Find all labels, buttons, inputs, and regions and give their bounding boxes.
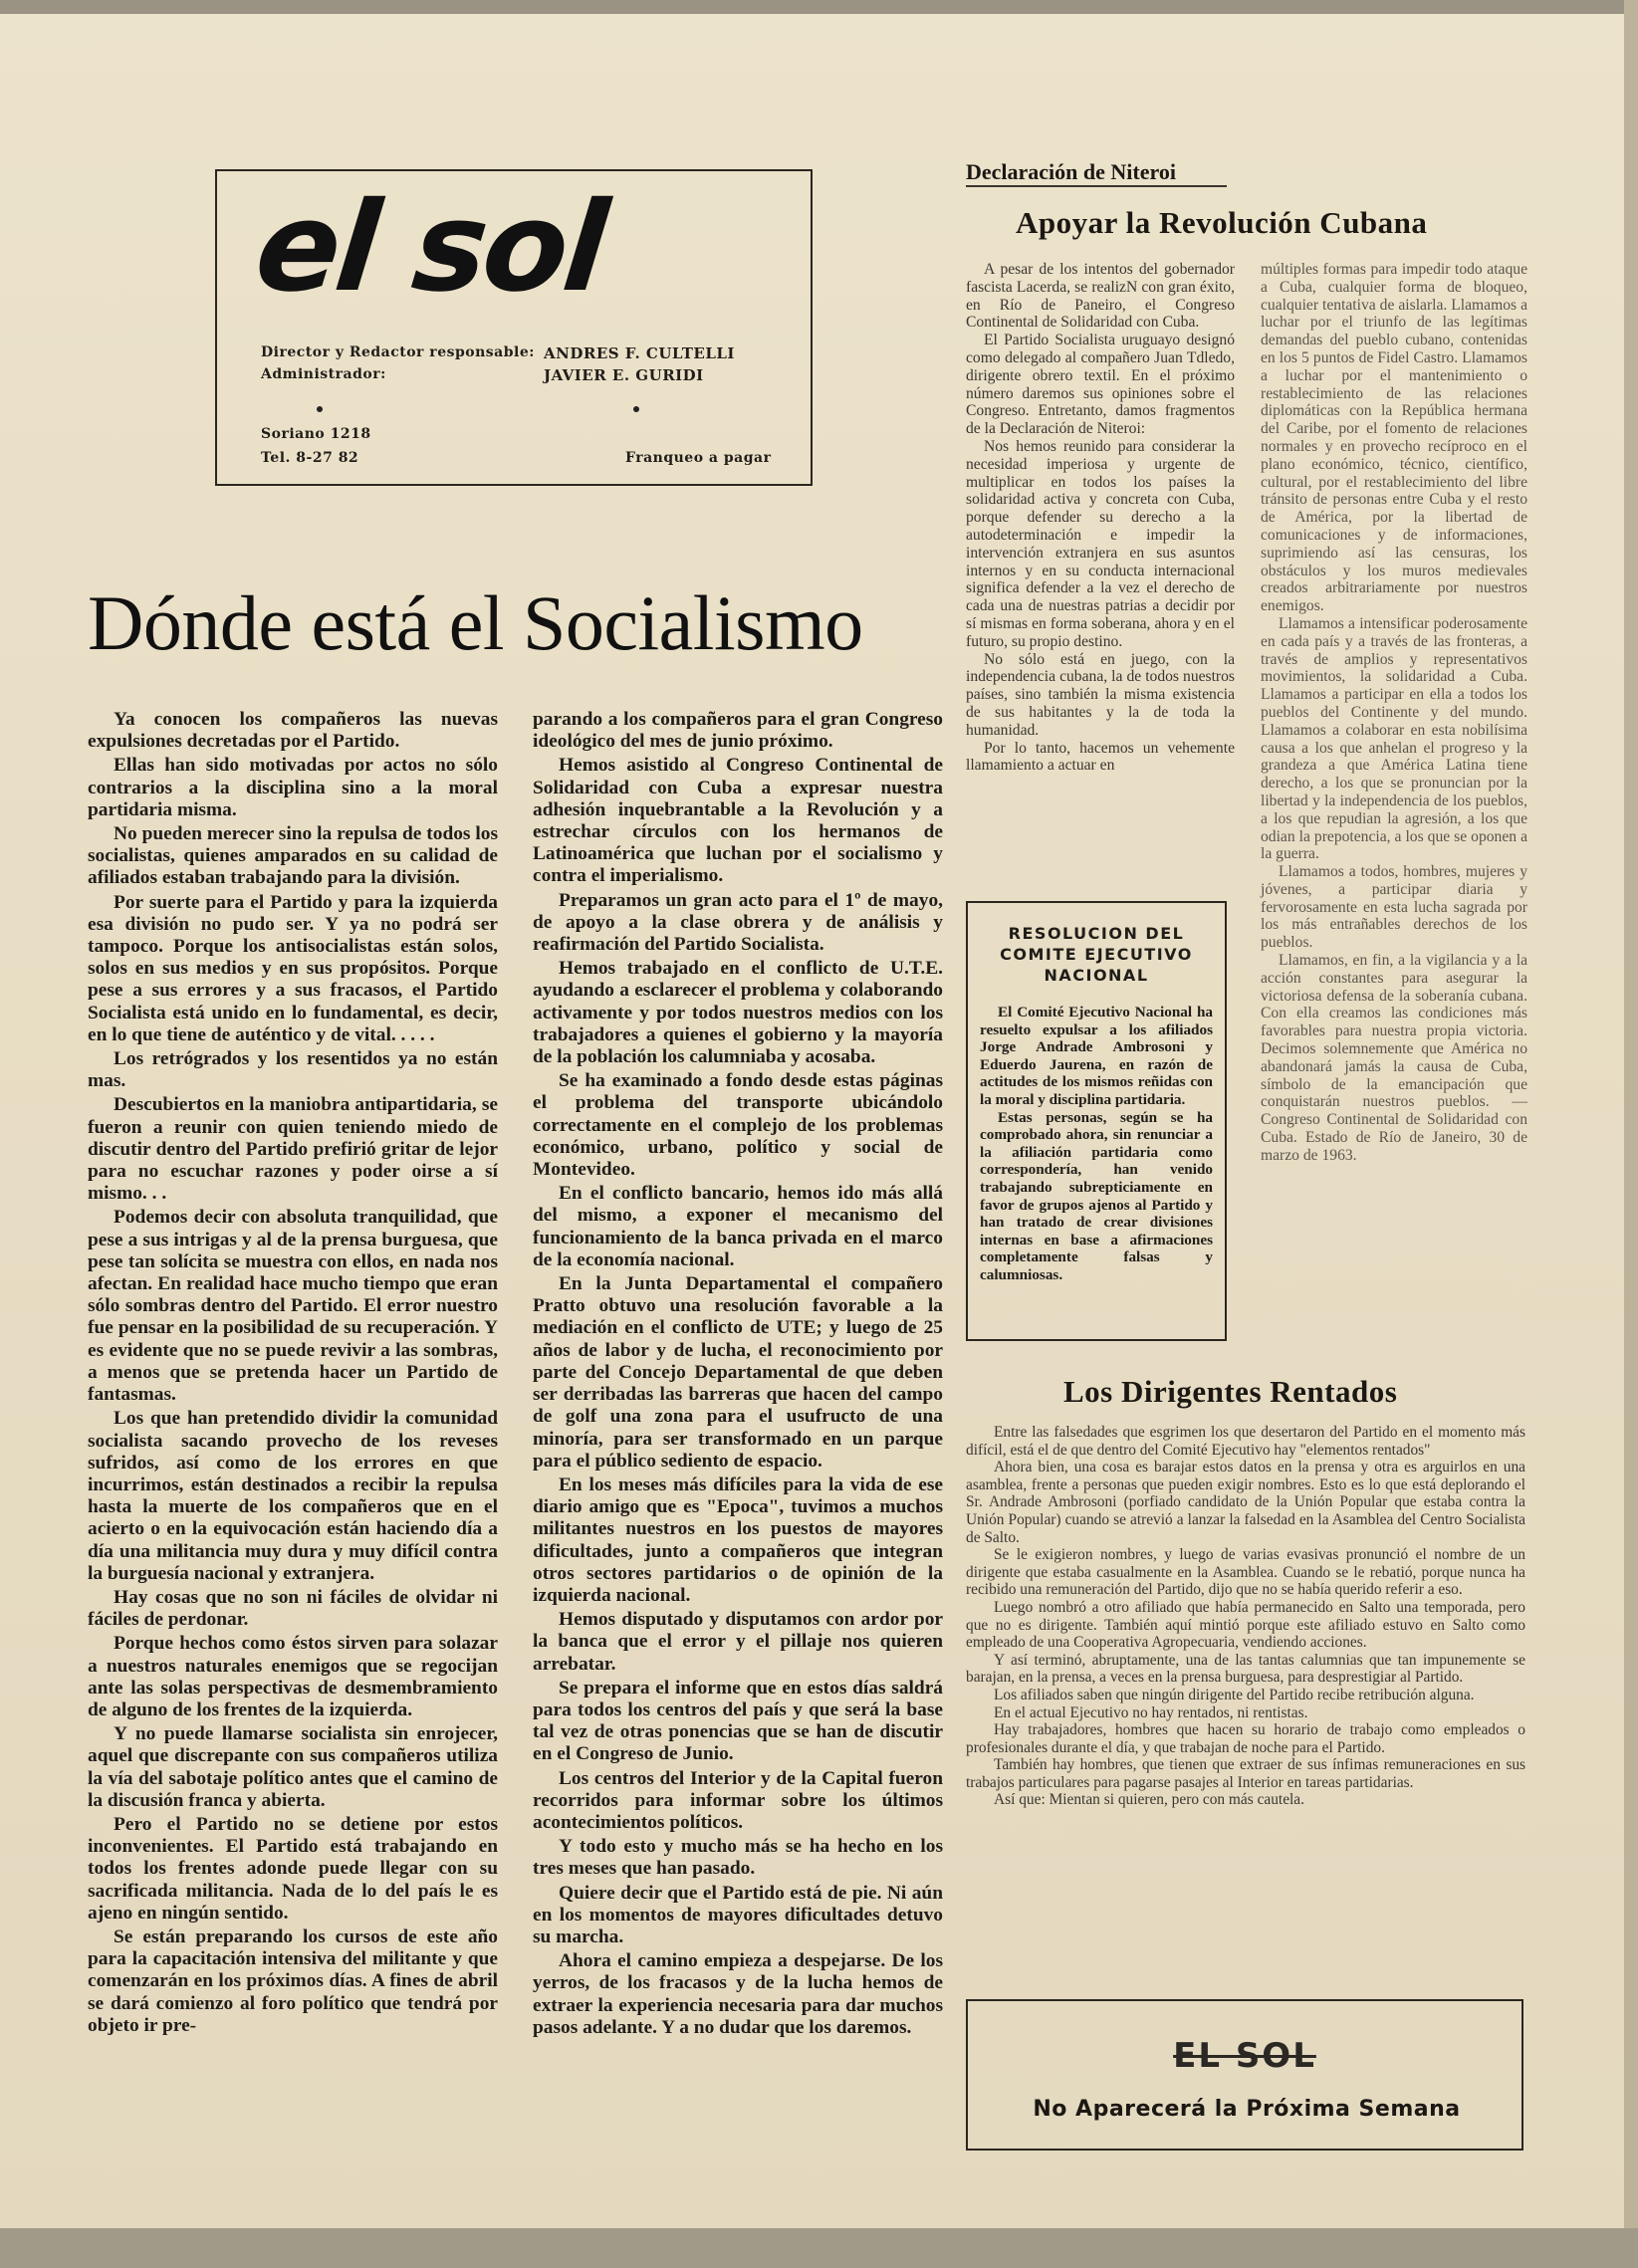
page-edge-bottom <box>0 2228 1638 2268</box>
paragraph: parando a los compañeros para el gran Congreso ideológico del mes de junio próximo. <box>533 709 943 753</box>
page-edge-right <box>1624 0 1638 2268</box>
paragraph: Se le exigieron nombres, y luego de varias evasivas pronunció el nombre de un dirigente que estaba casualmente en la Asamblea. Cuando se le rebatió, porque nunca ha recibido una remuneración del Partido, dijo que no se había querido referir a eso. <box>966 1546 1525 1599</box>
masthead-box <box>215 169 813 486</box>
paragraph: Hay cosas que no son ni fáciles de olvidar ni fáciles de perdonar. <box>88 1586 498 1631</box>
paragraph: Hemos disputado y disputamos con ardor por la banca que el error y el pillaje nos quieren arrebatar. <box>533 1609 943 1675</box>
paragraph: Pero el Partido no se detiene por estos inconvenientes. El Partido está trabajando en todos los frentes adonde puede llegar con su sacrificada militancia. Nada de lo del país le es ajeno en ningún sentido. <box>88 1813 498 1924</box>
paragraph: No pueden merecer sino la repulsa de todos los socialistas, quienes amparados en su calidad de afiliados estaban trabajando para la división. <box>88 823 498 889</box>
paragraph: Y no puede llamarse socialista sin enrojecer, aquel que discrepante con sus compañeros utiliza la vía del sabotaje político antes que el camino de la discusión franca y abierta. <box>88 1723 498 1811</box>
paragraph: Ellas han sido motivadas por actos no sólo contrarios a la disciplina sino a la moral partidaria misma. <box>88 755 498 820</box>
paragraph: Hemos trabajado en el conflicto de U.T.E. ayudando a esclarecer el problema y colaborando activamente y por todos nuestros medios con los trabajadores a quienes el gobierno y la mayoría de la población los calumniaba y acosaba. <box>533 958 943 1068</box>
paragraph: En la Junta Departamental el compañero Pratto obtuvo una resolución favorable a la mediación en el conflicto de UTE; y luego de 25 años de labor y de lucha, el reconocimiento por parte del Concejo Departamental de que deben ser derribadas las barreras que hacen del campo de golf una zona para el usufructo de una minoría, para ser transformado en un parque para el público sediento de espacio. <box>533 1273 943 1472</box>
notice-text: No Aparecerá la Próxima Semana <box>1033 2097 1461 2122</box>
section-kicker: Declaración de Niteroi <box>966 159 1176 184</box>
admin-name: JAVIER E. GURIDI <box>544 366 704 384</box>
paragraph: En los meses más difíciles para la vida de ese diario amigo que es "Epoca", tuvimos a muchos militantes nuestros en los puestos de mayores dificultades, junto a compañeros que integran otros sectores partidarios o de opinión de la izquierda nacional. <box>533 1474 943 1606</box>
notice-logo: EL SOL <box>1173 2036 1316 2076</box>
dirigentes-body <box>966 1424 1525 1809</box>
paragraph: Se ha examinado a fondo desde estas páginas el problema del transporte ubicándolo correctamente en el complejo de los problemas económico, urbano, político y social de Montevideo. <box>533 1070 943 1181</box>
kicker-underline <box>966 185 1227 187</box>
paragraph: Se están preparando los cursos de este año para la capacitación intensiva del militante y que comenzarán en los próximos días. A fines de abril se dará comienzo al foro político que tendrá por objeto ir pre- <box>88 1926 498 2036</box>
paragraph: Hay trabajadores, hombres que hacen su horario de trabajo como empleados o profesionales durante el día, y que trabajan de noche para el Partido. <box>966 1721 1525 1756</box>
section-title-niteroi: Apoyar la Revolución Cubana <box>1016 205 1428 240</box>
paragraph: Llamamos a intensificar poderosamente en cada país y a través de las fronteras, a través de amplios y representativos movimientos, la solidaridad a Cuba. Llamamos a participar en ella a todos los pueblos del Continente y del mundo. Llamamos a colaborar en esta nobilísima causa a los que anhelan el progreso y la grandeza a que América Latina tiene derecho, a los que se pronuncian por la libertad y la independencia de los pueblos, a los que repudian la agresión, a los que odian la prepotencia, a los que se oponen a la guerra. <box>1261 614 1527 863</box>
notice-box <box>966 1999 1523 2151</box>
section-title-dirigentes: Los Dirigentes Rentados <box>1063 1374 1398 1409</box>
paragraph: Así que: Mientan si quieren, pero con más cautela. <box>994 1791 1304 1809</box>
paragraph: Los retrógrados y los resentidos ya no están mas. <box>88 1048 498 1092</box>
paragraph: Por suerte para el Partido y para la izquierda esa división no pudo ser. Y ya no podrá ser tampoco. Porque los antisocialistas están solos, solos en sus medios y en sus propósitos. Porque pese a sus errores y a sus fracasos, el Partido Socialista está unido en lo fundamental, es decir, en lo que tiene de auténtico y de vital. . . . . <box>88 891 498 1045</box>
postage-note: Franqueo a pagar <box>625 450 772 466</box>
paragraph: Podemos decir con absoluta tranquilidad, que pese a sus intrigas y al de la prensa burguesa, que pese tan solícita se muestra con ellos, en nada nos afectan. En realidad hace mucho tiempo que eran sólo sombras dentro del Partido. El error nuestro fue pensar en la posibilidad de su recuperación. Y es evidente que no se puede revivir a las sombras, a menos que se pretenda hacer un Partido de fantasmas. <box>88 1207 498 1406</box>
director-name: ANDRES F. CULTELLI <box>544 344 735 362</box>
paragraph: Y todo esto y mucho más se ha hecho en los tres meses que han pasado. <box>533 1836 943 1880</box>
paragraph: Ahora bien, una cosa es barajar estos datos en la prensa y otra es arguirlos en una asamblea, frente a personas que pueden exigir nombres. Esto es lo que está deplorando el Sr. Andrade Ambrosoni (porfiado candidato de la Unión Popular que estaba contra la Unión Popular) cuando se atrevió a lanzar la falsedad en la Asamblea del Centro Socialista de Salto. <box>966 1459 1525 1546</box>
paragraph: Luego nombró a otro afiliado que había permanecido en Salto una temporada, pero que no es dirigente. También aquí mintió porque este afiliado estuvo en Salto como empleado de una Cooperativa Agropecuaria, vendiendo acciones. <box>966 1598 1525 1652</box>
director-label: Director y Redactor responsable: <box>261 344 535 360</box>
paragraph: Descubiertos en la maniobra antipartidaria, se fueron a reunir con quien teniendo miedo de discutir dentro del Partido prefirió gritar de lejor para no escuchar razones y poder oirse a sí mismo. . . <box>88 1094 498 1205</box>
paragraph: Y así terminó, abruptamente, una de las tantas calumnias que tan impunemente se barajan, en la prensa, a veces en la prensa burguesa, para desprestigiar al Partido. <box>966 1651 1525 1687</box>
paragraph: múltiples formas para impedir todo ataque a Cuba, cualquier forma de bloqueo, cualquier tentativa de aislarla. Llamamos a luchar por el triunfo de las legítimas demandas del pueblo cubano, contenidas en los 5 puntos de Fidel Castro. Llamamos a luchar por el mantenimiento o restablecimiento de las relaciones diplomáticas con la República hermana del Caribe, por el fomento de relaciones normales y en provecho recíproco en el plano económico, técnico, científico, cultural, por el restablecimiento del libre tránsito de personas entre Cuba y el resto de América, por la libertad de comunicaciones y de informaciones, suprimiendo así las censuras, los obstáculos y los muros medievales creados arbitrariamente por nuestros enemigos. <box>1261 261 1527 615</box>
paragraph: El Partido Socialista uruguayo designó como delegado al compañero Juan Tdledo, dirigente obrero textil. En el próximo número daremos sus opiniones sobre el Congreso. Entretanto, damos fragmentos de la Declaración de Niteroi: <box>966 332 1235 438</box>
paragraph: Quiere decir que el Partido está de pie. Ni aún en los momentos de mayores dificultades detuvo su marcha. <box>533 1882 943 1947</box>
bullet-dot <box>317 406 323 412</box>
paragraph: Los centros del Interior y de la Capital fueron recorridos para informar sobre los últimos acontecimientos políticos. <box>533 1767 943 1833</box>
paragraph: Nos hemos reunido para considerar la necesidad imperiosa y urgente de multiplicar en todos los países la solidaridad activa y concreta con Cuba, porque defender su derecho a la autodeterminación e impedir la intervención extranjera en sus asuntos internos y en su conducta internacional significa defender a la vez el derecho de cada una de nuestras patrias a decidir por sí mismas en forma soberana, ahora y en el futuro, su propio destino. <box>966 437 1235 650</box>
paragraph: El Comité Ejecutivo Nacional ha resuelto expulsar a los afiliados Jorge Andrade Ambrosoni y Eduerdo Jaurena, en razón de actitudes de los mismos reñidas con la moral y disciplina partidaria. <box>980 1004 1213 1108</box>
paragraph: En el conflicto bancario, hemos ido más allá del mismo, a exponer el mecanismo del funcionamiento de la banca privada en el marco de la economía nacional. <box>533 1183 943 1270</box>
niteroi-col2 <box>1261 261 1527 1165</box>
paragraph: También hay hombres, que tienen que extraer de sus ínfimas remuneraciones en sus trabajos particulares para pagarse pasajes al Interior en tareas partidarias. <box>966 1756 1525 1791</box>
paragraph: En el actual Ejecutivo no hay rentados, ni rentistas. <box>994 1703 1308 1721</box>
main-headline: Dónde está el Socialismo <box>88 579 863 666</box>
paragraph: Por lo tanto, hacemos un vehemente llamamiento a actuar en <box>966 739 1235 775</box>
paragraph: Llamamos a todos, hombres, mujeres y jóvenes, a participar diaria y fervorosamente en esta lucha sagrada por los más entrañables derechos de los pueblos. <box>1261 863 1527 952</box>
paragraph: Los que han pretendido dividir la comunidad socialista sacando provecho de los reveses sufridos, así como de los errores en que incurrimos, están destinados a recibir la repulsa hasta la muerte de los compañeros que en el acierto o en la equivocación están haciendo día a día una militancia muy dura y muy difícil contra la burguesía nacional y extranjera. <box>88 1408 498 1584</box>
paragraph: Estas personas, según se ha comprobado ahora, sin renunciar a la afiliación partidaria como correspondería, han venido trabajando subrepticiamente en favor de grupos ajenos al Partido y han tratado de crear divisiones internas en base a afirmaciones completamente falsas y calumniosas. <box>980 1108 1213 1283</box>
paragraph: A pesar de los intentos del gobernador fascista Lacerda, se realizN con gran éxito, en Río de Paneiro, el Congreso Continental de Solidaridad con Cuba. <box>966 261 1235 332</box>
paragraph: Se prepara el informe que en estos días saldrá para todos los centros del país y que será la base tal vez de otras ponencias que se han de discutir en el Congreso de Junio. <box>533 1677 943 1765</box>
paragraph: Llamamos, en fin, a la vigilancia y a la acción constantes para asegurar la victoriosa defensa de la soberanía cubana. Con ella creamos las condiciones más favorables para nuestra propia victoria. Decimos solemnemente que América no abandonará jamás la causa de Cuba, símbolo de la emancipación que conquistarán nuestros pueblos. — Congreso Continental de Solidaridad con Cuba. Estado de Río de Janeiro, 30 de marzo de 1963. <box>1261 952 1527 1164</box>
paragraph: Ahora el camino empieza a despejarse. De los yerros, de los fracasos y de la lucha hemos de extraer la experiencia necesaria para dar muchos pasos adelante. Y a no dudar que los daremos. <box>533 1950 943 2038</box>
paragraph: No sólo está en juego, con la independencia cubana, la de todos nuestros países, sino también la misma existencia de sus habitantes y la de toda la humanidad. <box>966 650 1235 739</box>
paragraph: Ya conocen los compañeros las nuevas expulsiones decretadas por el Partido. <box>88 709 498 753</box>
admin-label: Administrador: <box>261 366 386 382</box>
paragraph: Entre las falsedades que esgrimen los que desertaron del Partido en el momento más difícil, está el de que dentro del Comité Ejecutivo hay "elementos rentados" <box>966 1424 1525 1459</box>
paragraph: Porque hechos como éstos sirven para solazar a nuestros naturales enemigos que se regocijan ante las solas perspectivas de desmembramiento de alguno de los frentes de la izquierda. <box>88 1633 498 1720</box>
page-edge-top <box>0 0 1638 14</box>
niteroi-col1 <box>966 261 1235 775</box>
resolution-title: RESOLUCION DEL COMITE EJECUTIVO NACIONAL <box>1000 924 1193 985</box>
address: Soriano 1218 <box>261 426 371 442</box>
masthead-logo: el sol <box>249 176 610 320</box>
paragraph: Los afiliados saben que ningún dirigente del Partido recibe retribución alguna. <box>994 1686 1475 1703</box>
main-article-col1 <box>88 709 498 2037</box>
phone: Tel. 8-27 82 <box>261 450 359 466</box>
bullet-dot <box>633 406 639 412</box>
paragraph: Preparamos un gran acto para el 1º de mayo, de apoyo a la clase obrera y de análisis y reafirmación del Partido Socialista. <box>533 889 943 956</box>
paragraph: Hemos asistido al Congreso Continental de Solidaridad con Cuba a expresar nuestra adhesión inquebrantable a la Revolución y a estrechar círculos con los hermanos de Latinoamérica que luchan por el socialismo y contra el imperialismo. <box>533 755 943 887</box>
resolution-box <box>966 901 1227 1341</box>
main-article-col2 <box>533 709 943 2039</box>
